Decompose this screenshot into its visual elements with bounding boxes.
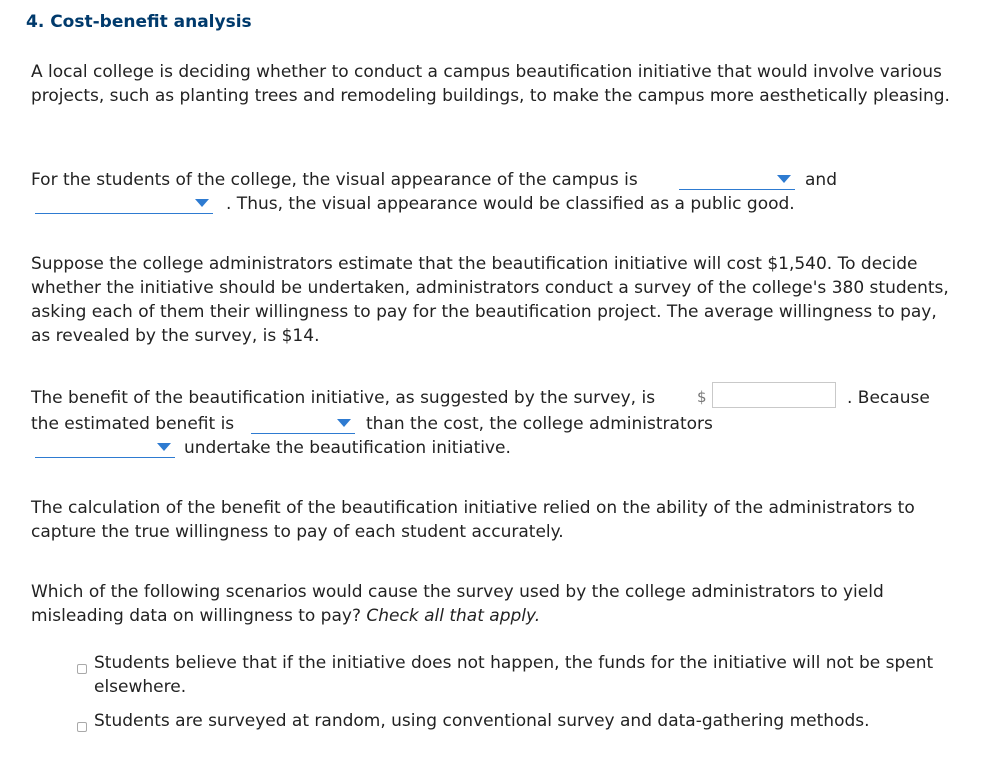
scenario-paragraph: Suppose the college administrators estimate that the beautification initiative will cost $1,540. To decide whether the initiative should be undertaken, administrators conduct a survey of the college's 380 students, asking each of them their willingness to pay for the beautification project. The average willingness to pay, as revealed by the survey, is $14. <box>31 254 949 346</box>
option-1-label[interactable]: Students believe that if the initiative does not happen, the funds for the initiative will not be spent elsewhere. <box>94 653 934 697</box>
q1-line2: . Thus, the visual appearance would be classified as a public good. <box>226 194 795 214</box>
q2-because-text: . Because <box>847 388 930 408</box>
intro-paragraph: A local college is deciding whether to conduct a campus beautification initiative that would involve various projects, such as planting trees and remodeling buildings, to make the campus more aesthetically pleasing. <box>31 62 950 106</box>
note-paragraph: The calculation of the benefit of the beautification initiative relied on the ability of the administrators to capture the true willingness to pay of each student accurately. <box>31 498 915 542</box>
dollar-sign: $ <box>697 388 707 406</box>
chevron-down-icon <box>195 199 209 207</box>
benefit-input[interactable] <box>712 382 836 408</box>
q1-and-text: and <box>805 170 837 190</box>
chevron-down-icon <box>157 443 171 451</box>
question-title: 4. Cost-benefit analysis <box>26 12 252 32</box>
option-2-checkbox[interactable] <box>77 722 87 732</box>
q2-line1: The benefit of the beautification initiative, as suggested by the survey, is <box>31 388 656 408</box>
option-1-checkbox[interactable] <box>77 664 87 674</box>
q3-prompt <box>31 580 951 628</box>
appearance-dropdown-1[interactable] <box>679 167 795 190</box>
q1-line1: For the students of the college, the visual appearance of the campus is <box>31 170 638 190</box>
appearance-dropdown-2[interactable] <box>35 191 213 214</box>
q2-line2-start: the estimated benefit is <box>31 414 235 434</box>
option-2-label[interactable]: Students are surveyed at random, using conventional survey and data-gathering methods. <box>94 711 870 731</box>
q3-instruction: Check all that apply. <box>366 606 541 626</box>
benefit-compare-dropdown[interactable] <box>251 411 355 434</box>
q2-line2-end: than the cost, the college administrators <box>366 414 713 434</box>
q2-line3-end: undertake the beautification initiative. <box>184 438 511 458</box>
decision-dropdown[interactable] <box>35 435 175 458</box>
q3-prompt-text: Which of the following scenarios would cause the survey used by the college administrators to yield misleading data on willingness to pay? <box>31 582 884 626</box>
chevron-down-icon <box>777 175 791 183</box>
chevron-down-icon <box>337 419 351 427</box>
